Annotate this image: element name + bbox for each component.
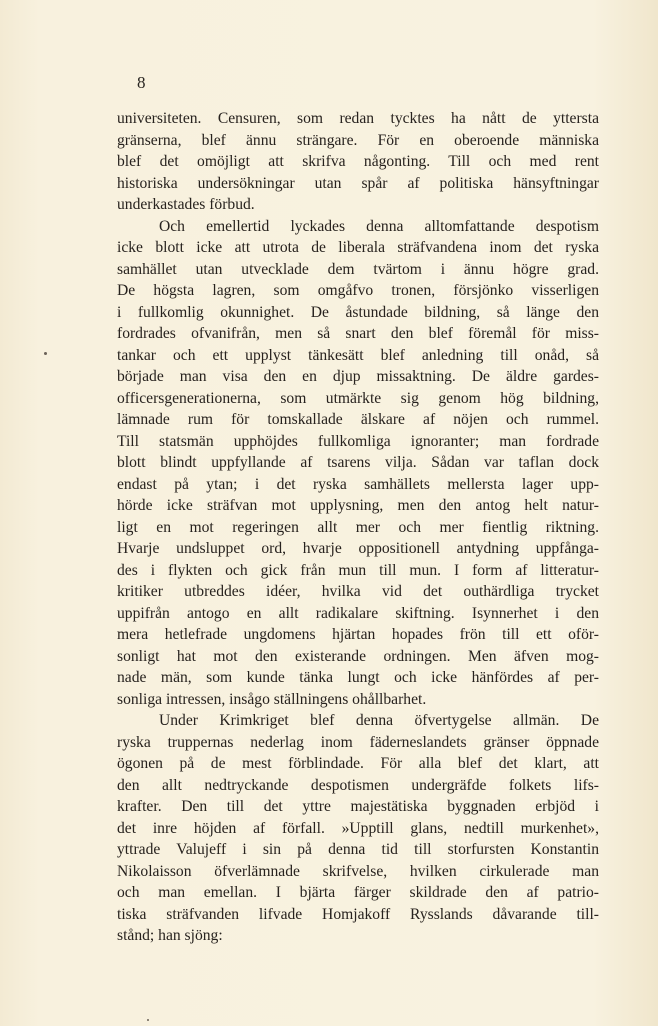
text-line: ögonen på de mest förblindade. För alla blef det klart, att (117, 755, 599, 772)
text-line: det inre höjden af förfall. »Upptill glans, nedtill murkenhet», (117, 819, 599, 837)
text-line: des i flykten och gick från mun till mun. I form af litteratur- (117, 561, 599, 579)
text-line: mera hetlefrade ungdomens hjärtan hopades frön till ett oför- (117, 626, 599, 643)
text-line: lämnade rum för tomskallade älskare af nöjen och rummel. (117, 411, 599, 428)
text-line: Till statsmän upphöjdes fullkomliga ignoranter; man fordrade (117, 432, 599, 450)
text-line: tankar och ett upplyst tänkesätt blef anledning till onåd, så (117, 346, 599, 364)
text-line: blef det omöjligt att skrifva någonting. Till och med rent (117, 153, 599, 170)
text-line: nade män, som kunde tänka lungt och icke hänfördes af per- (117, 669, 599, 686)
text-line: Under Krimkriget blef denna öfvertygelse allmän. De (159, 712, 599, 729)
paper-speck (147, 1019, 149, 1021)
text-line: den allt nedtryckande despotismen undergräfde folkets lifs- (117, 776, 599, 794)
paper-speck (44, 352, 47, 355)
body-text (117, 108, 599, 947)
text-line: sonligt hat mot den existerande ordningen. Men äfven mog- (117, 647, 599, 665)
text-line: fordrades ofvanifrån, men så snart den blef föremål för miss- (117, 325, 599, 342)
text-line: ryska truppernas nederlag inom fäderneslandets gränser öppnade (117, 733, 599, 751)
text-line: gränserna, blef ännu strängare. För en oberoende människa (117, 131, 599, 149)
text-line: hörde icke sträfvan mot upplysning, men den antog helt natur- (117, 497, 599, 514)
text-line: universiteten. Censuren, som redan tycktes ha nått de yttersta (117, 110, 599, 127)
text-line: De högsta lagren, som omgåfvo tronen, försjönko visserligen (117, 282, 599, 299)
text-line: i fullkomlig okunnighet. De åstundade bildning, så länge den (117, 303, 599, 321)
page-number: 8 (137, 73, 146, 92)
text-line: Nikolaisson öfverlämnade skrifvelse, hvilken cirkulerade man (117, 862, 599, 880)
text-line: yttrade Valujeff i sin på denna tid till storfursten Konstantin (117, 841, 599, 858)
text-line: uppifrån antogo en allt radikalare skiftning. Isynnerhet i den (117, 604, 599, 622)
text-line: kritiker utbreddes idéer, hvilka vid det outhärdliga trycket (117, 583, 599, 600)
text-line: stånd; han sjöng: (117, 927, 223, 944)
text-line: icke blott icke att utrota de liberala sträfvandena inom det ryska (117, 239, 599, 256)
text-line: ligt en mot regeringen allt mer och mer fientlig riktning. (117, 518, 599, 536)
text-line: Hvarje undsluppet ord, hvarje oppositionell antydning uppfånga- (117, 540, 599, 557)
text-line: blott blindt uppfyllande af tsarens vilja. Sådan var taflan dock (117, 454, 599, 471)
text-line: Och emellertid lyckades denna alltomfattande despotism (159, 217, 599, 235)
text-line: och man emellan. I bjärta färger skildrade den af patrio- (117, 884, 599, 901)
text-line: endast på ytan; i det ryska samhällets mellersta lager upp- (117, 475, 599, 493)
text-line: krafter. Den till det yttre majestätiska byggnaden erbjöd i (117, 798, 599, 815)
text-line: officersgenerationerna, som utmärkte sig genom hög bildning, (117, 389, 599, 407)
text-line: underkastades förbud. (117, 196, 255, 213)
text-line: tiska sträfvanden lifvade Homjakoff Rysslands dåvarande till- (117, 905, 599, 923)
text-line: började man visa den en djup missaktning. De äldre gardes- (117, 368, 599, 385)
text-line: sonliga intressen, insågo ställningens ohållbarhet. (117, 690, 427, 708)
text-line: samhället utan utvecklade dem tvärtom i ännu högre grad. (117, 260, 599, 278)
text-line: historiska undersökningar utan spår af politiska hänsyftningar (117, 174, 599, 192)
